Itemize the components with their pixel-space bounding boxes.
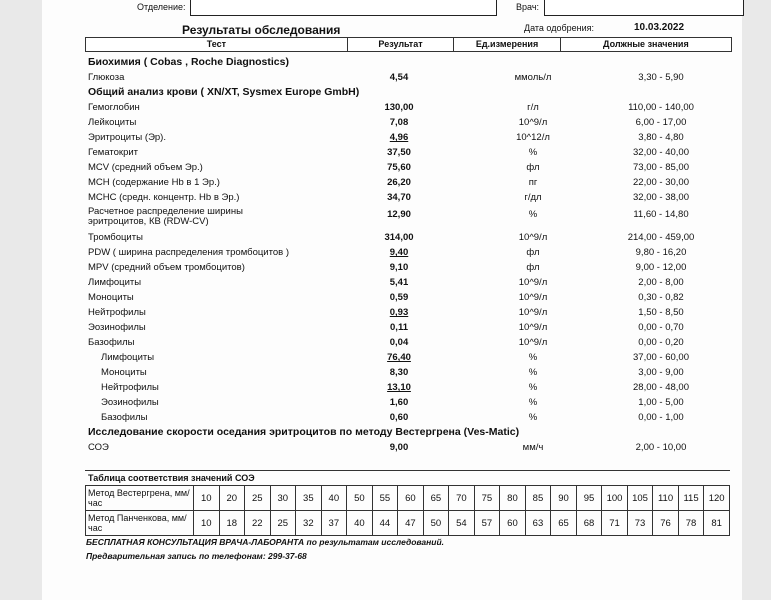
doctor-field [544, 0, 744, 16]
result-unit: % [528, 412, 538, 423]
result-row [86, 175, 731, 190]
correspondence-cell: 90 [551, 486, 577, 511]
reference-range: 6,00 - 17,00 [635, 117, 687, 128]
result-row [86, 190, 731, 205]
phone-note: Предварительная запись по телефонам: 299-37-68 [86, 551, 307, 561]
correspondence-cell: 57 [474, 511, 500, 536]
reference-range: 1,00 - 5,00 [638, 397, 684, 408]
correspondence-cell: 76 [653, 511, 679, 536]
test-name [88, 207, 243, 227]
test-name [88, 230, 143, 245]
correspondence-cell: 25 [245, 486, 271, 511]
result-value: 314,00 [384, 232, 414, 243]
test-name [88, 115, 136, 130]
test-name [88, 175, 220, 190]
test-name-line: Нейтрофилы [88, 307, 146, 318]
correspondence-cell: 40 [321, 486, 347, 511]
page-title: Результаты обследования [182, 23, 341, 37]
result-value: 5,41 [389, 277, 409, 288]
reference-range: 3,80 - 4,80 [638, 132, 684, 143]
reference-range: 0,00 - 0,70 [638, 322, 684, 333]
result-value: 4,54 [389, 72, 409, 83]
reference-range: 0,00 - 1,00 [638, 412, 684, 423]
correspondence-cell: 60 [500, 511, 526, 536]
correspondence-cell: 10 [194, 511, 220, 536]
correspondence-cell: 75 [474, 486, 500, 511]
section-title: Исследование скорости оседания эритроцитов по методу Вестергрена (Ves-Matic) [88, 426, 520, 438]
correspondence-cell: 65 [551, 511, 577, 536]
test-name [88, 190, 239, 205]
result-unit: 10^9/л [518, 322, 548, 333]
result-unit: 10^9/л [518, 232, 548, 243]
result-value: 4,96 [389, 132, 409, 143]
results-table-header [85, 37, 732, 52]
result-row [86, 70, 731, 85]
result-value: 0,11 [390, 322, 408, 333]
consultation-note: БЕСПЛАТНАЯ КОНСУЛЬТАЦИЯ ВРАЧА-ЛАБОРАНТА по результатам исследований. [86, 537, 445, 547]
test-name [88, 260, 245, 275]
result-unit: г/л [527, 102, 539, 113]
correspondence-cell: 50 [347, 486, 373, 511]
correspondence-cell: 95 [576, 486, 602, 511]
test-name-line: Эозинофилы [88, 322, 146, 333]
results-table [86, 55, 731, 455]
result-unit: фл [526, 247, 540, 258]
correspondence-row [86, 511, 730, 536]
result-row [86, 350, 731, 365]
correspondence-cell: 10 [194, 486, 220, 511]
correspondence-cell: 63 [525, 511, 551, 536]
correspondence-cell: 115 [678, 486, 704, 511]
test-name-line: эритроцитов, КВ (RDW-CV) [88, 216, 209, 227]
test-name [101, 410, 147, 425]
correspondence-cell: 78 [678, 511, 704, 536]
result-row [86, 380, 731, 395]
correspondence-cell: 65 [423, 486, 449, 511]
test-name [88, 275, 141, 290]
test-name-line: Нейтрофилы [101, 382, 159, 393]
test-name-line: Расчетное распределение ширины [88, 206, 243, 217]
result-value: 13,10 [387, 382, 411, 393]
correspondence-cell: 32 [296, 511, 322, 536]
reference-range: 214,00 - 459,00 [627, 232, 695, 243]
result-value: 0,60 [389, 412, 409, 423]
correspondence-row [86, 486, 730, 511]
correspondence-cell: 20 [219, 486, 245, 511]
test-name [88, 335, 134, 350]
result-value: 130,00 [384, 102, 414, 113]
correspondence-cell: 110 [653, 486, 679, 511]
result-row [86, 100, 731, 115]
correspondence-cell: 47 [398, 511, 424, 536]
test-name [88, 320, 146, 335]
result-unit: фл [526, 262, 540, 273]
correspondence-cell: 44 [372, 511, 398, 536]
test-name-line: Моноциты [88, 292, 134, 303]
result-value: 1,60 [389, 397, 409, 408]
result-value: 37,50 [387, 147, 411, 158]
test-name [88, 160, 203, 175]
result-value: 0,93 [389, 307, 409, 318]
test-name-line: Базофилы [101, 412, 148, 423]
correspondence-cell: 100 [602, 486, 628, 511]
test-name [101, 365, 147, 380]
result-row [86, 410, 731, 425]
result-row [86, 245, 731, 260]
result-value: 0,04 [389, 337, 409, 348]
result-row [86, 205, 731, 230]
result-unit: фл [526, 162, 540, 173]
test-name-line: Лимфоциты [88, 277, 142, 288]
test-name [88, 70, 124, 85]
correspondence-cell: 81 [704, 511, 730, 536]
result-unit: 10^9/л [518, 337, 548, 348]
result-value: 34,70 [387, 192, 411, 203]
result-row [86, 440, 731, 455]
result-unit: % [528, 367, 538, 378]
correspondence-cell: 40 [347, 511, 373, 536]
correspondence-cell: 80 [500, 486, 526, 511]
correspondence-cell: 18 [219, 511, 245, 536]
result-value: 76,40 [387, 352, 411, 363]
result-value: 9,10 [389, 262, 409, 273]
result-unit: % [528, 397, 538, 408]
department-field [190, 0, 497, 16]
test-name-line: PDW ( ширина распределения тромбоцитов ) [88, 247, 289, 258]
test-name [88, 145, 138, 160]
test-name [88, 245, 289, 260]
result-row [86, 130, 731, 145]
test-name-line: Эритроциты (Эр). [88, 132, 166, 143]
result-row [86, 145, 731, 160]
result-row [86, 365, 731, 380]
method-label: Метод Панченкова, мм/час [86, 511, 194, 536]
correspondence-cell: 71 [602, 511, 628, 536]
section-title: Биохимия ( Cobas , Roche Diagnostics) [88, 56, 289, 68]
correspondence-title: Таблица соответствия значений СОЭ [88, 473, 255, 483]
correspondence-cell: 70 [449, 486, 475, 511]
reference-range: 22,00 - 30,00 [633, 177, 689, 188]
test-name-line: Глюкоза [88, 72, 125, 83]
column-result: Результат [348, 38, 455, 51]
result-value: 12,90 [387, 209, 411, 220]
test-name-line: Гематокрит [88, 147, 139, 158]
result-row [86, 335, 731, 350]
result-value: 26,20 [387, 177, 411, 188]
reference-range: 32,00 - 40,00 [633, 147, 689, 158]
result-value: 9,40 [389, 247, 409, 258]
reference-range: 37,00 - 60,00 [633, 352, 689, 363]
column-unit: Ед.измерения [454, 38, 561, 51]
result-row [86, 395, 731, 410]
reference-range: 9,00 - 12,00 [635, 262, 687, 273]
result-row [86, 275, 731, 290]
correspondence-cell: 60 [398, 486, 424, 511]
correspondence-cell: 25 [270, 511, 296, 536]
result-unit: % [528, 382, 538, 393]
result-value: 0,59 [389, 292, 409, 303]
esr-correspondence-table [85, 470, 730, 536]
correspondence-cell: 37 [321, 511, 347, 536]
approval-date: 10.03.2022 [634, 22, 685, 33]
reference-range: 1,50 - 8,50 [638, 307, 684, 318]
test-name [101, 380, 159, 395]
test-name-line: MCHC (средн. концентр. Hb в Эр.) [88, 192, 240, 203]
result-value: 8,30 [389, 367, 409, 378]
test-name [101, 350, 154, 365]
result-row [86, 260, 731, 275]
result-unit: мм/ч [522, 442, 544, 453]
reference-range: 0,30 - 0,82 [638, 292, 684, 303]
correspondence-cell: 55 [372, 486, 398, 511]
test-name [88, 440, 109, 455]
result-unit: % [528, 147, 538, 158]
department-label: Отделение: [137, 2, 186, 12]
test-name [101, 395, 159, 410]
reference-range: 3,00 - 9,00 [638, 367, 684, 378]
result-row [86, 320, 731, 335]
result-row [86, 230, 731, 245]
result-row [86, 160, 731, 175]
reference-range: 110,00 - 140,00 [628, 102, 694, 113]
test-name-line: Лейкоциты [88, 117, 137, 128]
reference-range: 11,60 - 14,80 [633, 209, 689, 220]
reference-range: 0,00 - 0,20 [638, 337, 684, 348]
reference-range: 32,00 - 38,00 [633, 192, 689, 203]
correspondence-cell: 120 [704, 486, 730, 511]
result-row [86, 290, 731, 305]
reference-range: 73,00 - 85,00 [633, 162, 689, 173]
correspondence-cell: 22 [245, 511, 271, 536]
result-unit: 10^9/л [518, 292, 548, 303]
test-name-line: MPV (средний объем тромбоцитов) [88, 262, 245, 273]
test-name-line: СОЭ [88, 442, 109, 453]
approval-date-label: Дата одобрения: [524, 23, 595, 33]
method-label: Метод Вестергрена, мм/час [86, 486, 194, 511]
test-name [88, 130, 166, 145]
correspondence-cell: 85 [525, 486, 551, 511]
test-name-line: MCH (содержание Hb в 1 Эр.) [88, 177, 220, 188]
result-unit: 10^9/л [518, 307, 548, 318]
report-page [42, 0, 742, 600]
result-unit: 10^12/л [516, 132, 550, 143]
test-name [88, 290, 134, 305]
test-name-line: Лимфоциты [101, 352, 155, 363]
test-name-line: Эозинофилы [101, 397, 159, 408]
test-name-line: MCV (средний объем Эр.) [88, 162, 203, 173]
test-name-line: Базофилы [88, 337, 135, 348]
correspondence-cell: 50 [423, 511, 449, 536]
result-unit: % [528, 209, 538, 220]
result-unit: г/дл [524, 192, 542, 203]
result-value: 75,60 [387, 162, 411, 173]
result-row [86, 115, 731, 130]
correspondence-cell: 30 [270, 486, 296, 511]
column-reference: Должные значения [603, 39, 689, 49]
test-name [88, 100, 140, 115]
result-unit: 10^9/л [518, 277, 548, 288]
reference-range: 2,00 - 8,00 [638, 277, 684, 288]
result-value: 7,08 [389, 117, 409, 128]
reference-range: 2,00 - 10,00 [635, 442, 687, 453]
correspondence-grid [85, 485, 730, 536]
reference-range: 28,00 - 48,00 [633, 382, 689, 393]
result-unit: % [528, 352, 538, 363]
correspondence-cell: 105 [627, 486, 653, 511]
test-name-line: Моноциты [101, 367, 147, 378]
test-name-line: Тромбоциты [88, 232, 143, 243]
test-name [88, 305, 146, 320]
result-row [86, 305, 731, 320]
test-name-line: Гемоглобин [88, 102, 140, 113]
reference-range: 3,30 - 5,90 [638, 72, 684, 83]
result-unit: ммоль/л [514, 72, 552, 83]
column-test: Тест [86, 38, 348, 51]
correspondence-cell: 73 [627, 511, 653, 536]
section-title: Общий анализ крови ( XN/XT, Sysmex Europe GmbH) [88, 86, 360, 98]
doctor-label: Врач: [516, 2, 540, 12]
result-value: 9,00 [389, 442, 409, 453]
correspondence-cell: 35 [296, 486, 322, 511]
correspondence-cell: 68 [576, 511, 602, 536]
result-unit: 10^9/л [518, 117, 548, 128]
correspondence-cell: 54 [449, 511, 475, 536]
result-unit: пг [528, 177, 538, 188]
reference-range: 9,80 - 16,20 [635, 247, 687, 258]
